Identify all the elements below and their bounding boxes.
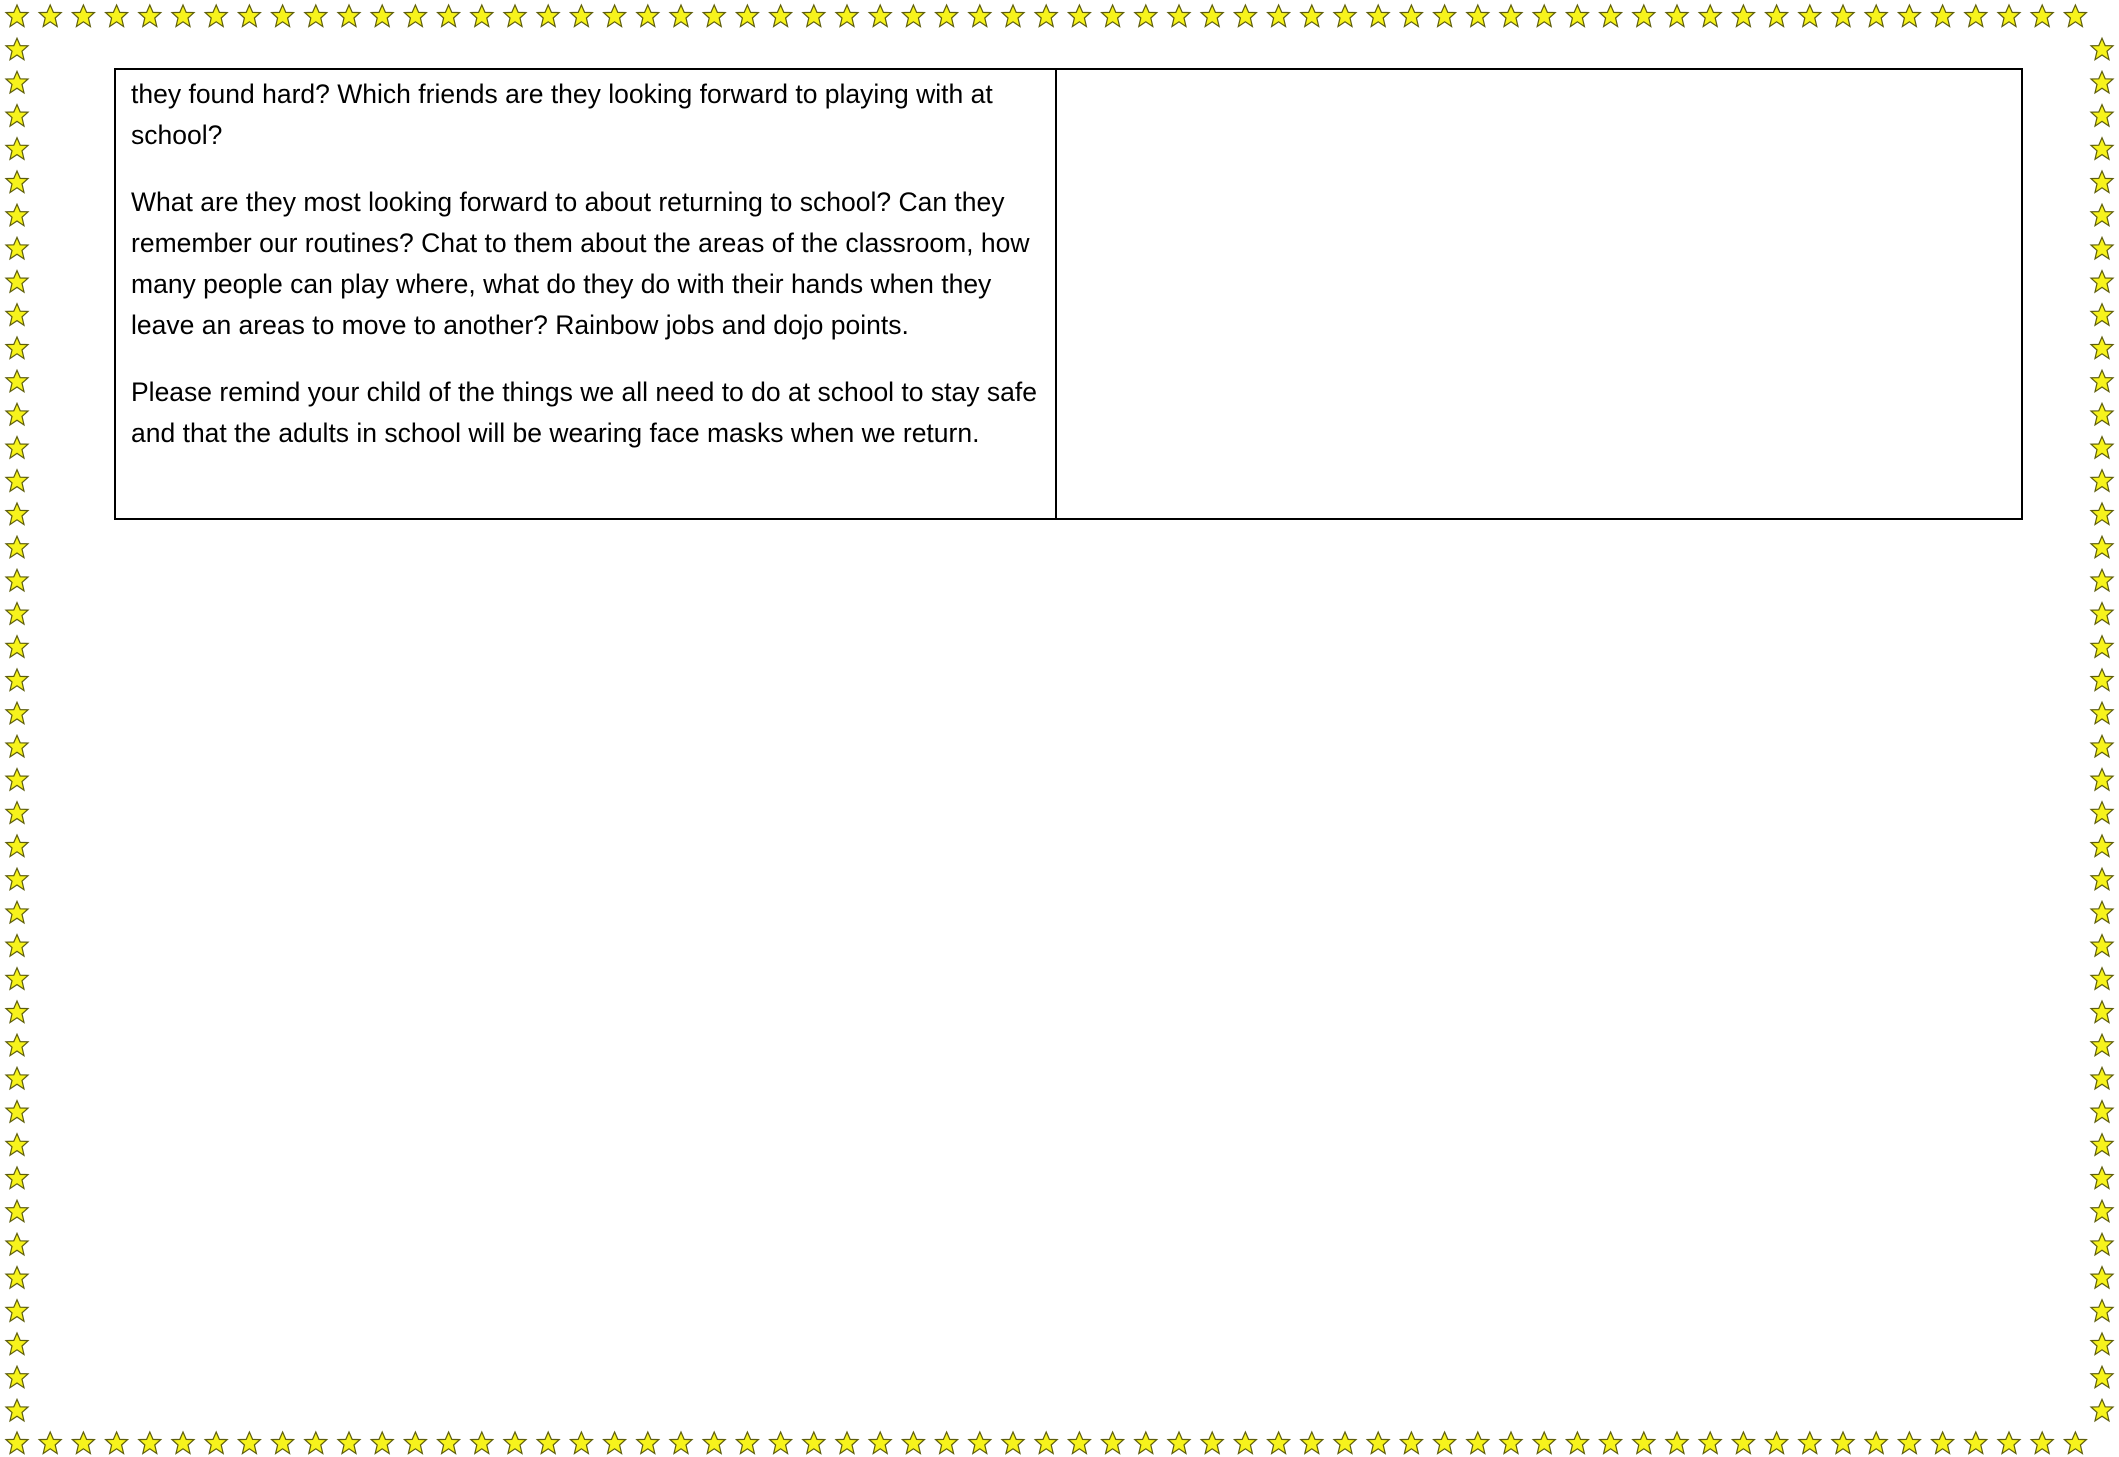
star-icon [1600, 5, 1622, 27]
star-icon [2091, 304, 2113, 326]
star-icon [72, 1432, 94, 1454]
star-icon [6, 603, 28, 625]
star-icon [770, 1432, 792, 1454]
star-icon [2064, 1432, 2086, 1454]
star-icon [1068, 1432, 1090, 1454]
star-icon [1998, 5, 2020, 27]
star-icon [670, 5, 692, 27]
star-icon [1035, 1432, 1057, 1454]
star-icon [537, 1432, 559, 1454]
star-icon [1533, 1432, 1555, 1454]
star-icon [1102, 1432, 1124, 1454]
star-icon [6, 71, 28, 93]
star-icon [1367, 5, 1389, 27]
star-icon [438, 1432, 460, 1454]
star-icon [139, 1432, 161, 1454]
star-icon [2091, 71, 2113, 93]
star-icon [6, 802, 28, 824]
star-icon [2091, 1267, 2113, 1289]
star-icon [2091, 470, 2113, 492]
star-icon [1932, 5, 1954, 27]
star-icon [2091, 1034, 2113, 1056]
star-icon [6, 968, 28, 990]
star-icon [637, 5, 659, 27]
star-icon [6, 669, 28, 691]
star-icon [1865, 5, 1887, 27]
star-icon [2091, 237, 2113, 259]
star-icon [139, 5, 161, 27]
paragraph-returning-to-school: What are they most looking forward to about returning to school? Can they remember our routines? Chat to them about the areas of the classroom, how many people can play where, what do they do with their hands when they leave an areas to move to another? Rainbow jobs and dojo points. [131, 186, 1030, 341]
star-icon [205, 1432, 227, 1454]
star-icon [172, 5, 194, 27]
star-icon [570, 5, 592, 27]
star-icon [205, 5, 227, 27]
star-icon [39, 5, 61, 27]
star-icon [2091, 603, 2113, 625]
star-icon [6, 735, 28, 757]
star-icon [6, 1001, 28, 1023]
star-icon [1135, 5, 1157, 27]
star-icon [2064, 5, 2086, 27]
star-icon [2091, 935, 2113, 957]
star-icon [2091, 1300, 2113, 1322]
star-icon [2091, 769, 2113, 791]
star-icon [1600, 1432, 1622, 1454]
star-icon [637, 1432, 659, 1454]
star-icon [1898, 1432, 1920, 1454]
star-icon [836, 5, 858, 27]
star-icon [2091, 536, 2113, 558]
table-cell-left [116, 70, 1057, 518]
star-icon [1334, 1432, 1356, 1454]
star-icon [6, 1067, 28, 1089]
star-icon [1965, 1432, 1987, 1454]
star-icon [238, 5, 260, 27]
star-icon [6, 171, 28, 193]
star-icon [6, 636, 28, 658]
star-icon [338, 5, 360, 27]
star-icon [1799, 5, 1821, 27]
star-icon [6, 503, 28, 525]
star-icon [1400, 1432, 1422, 1454]
star-icon [836, 1432, 858, 1454]
star-icon [438, 5, 460, 27]
star-icon [770, 5, 792, 27]
star-icon [106, 1432, 128, 1454]
star-icon [6, 1034, 28, 1056]
star-icon [703, 1432, 725, 1454]
star-icon [6, 835, 28, 857]
star-icon [6, 1267, 28, 1289]
star-icon [2091, 1101, 2113, 1123]
star-icon [969, 1432, 991, 1454]
star-icon [1965, 5, 1987, 27]
star-icon [238, 1432, 260, 1454]
star-icon [1035, 5, 1057, 27]
star-icon [703, 5, 725, 27]
star-icon [504, 1432, 526, 1454]
star-icon [1898, 5, 1920, 27]
star-icon [1666, 1432, 1688, 1454]
star-icon [6, 769, 28, 791]
star-icon [2091, 1067, 2113, 1089]
star-icon [404, 5, 426, 27]
star-icon [6, 569, 28, 591]
star-icon [1201, 5, 1223, 27]
star-icon [6, 1366, 28, 1388]
star-icon [6, 1399, 28, 1421]
star-icon [1400, 5, 1422, 27]
star-icon [1168, 1432, 1190, 1454]
star-icon [1666, 5, 1688, 27]
star-icon [2091, 1001, 2113, 1023]
star-icon [2091, 1233, 2113, 1255]
star-icon [471, 1432, 493, 1454]
star-icon [869, 1432, 891, 1454]
star-icon [1102, 5, 1124, 27]
star-icon [6, 38, 28, 60]
star-icon [604, 1432, 626, 1454]
star-icon [2091, 1134, 2113, 1156]
star-icon [6, 1333, 28, 1355]
star-icon [1500, 5, 1522, 27]
star-icon [6, 271, 28, 293]
star-icon [2091, 901, 2113, 923]
star-icon [969, 5, 991, 27]
star-icon [305, 1432, 327, 1454]
star-icon [1002, 1432, 1024, 1454]
star-icon [670, 1432, 692, 1454]
star-icon [1201, 1432, 1223, 1454]
star-icon [1799, 1432, 1821, 1454]
star-icon [1766, 5, 1788, 27]
star-icon [2091, 437, 2113, 459]
star-icon [6, 370, 28, 392]
star-icon [1832, 1432, 1854, 1454]
star-icon [2091, 636, 2113, 658]
star-icon [272, 1432, 294, 1454]
star-icon [1135, 1432, 1157, 1454]
paragraph-friends: they found hard? Which friends are they looking forward to playing with at school? [131, 79, 993, 151]
star-icon [2031, 1432, 2053, 1454]
star-icon [106, 5, 128, 27]
star-icon [6, 1167, 28, 1189]
star-icon [736, 5, 758, 27]
star-icon [1766, 1432, 1788, 1454]
star-icon [338, 1432, 360, 1454]
star-icon [6, 702, 28, 724]
star-icon [570, 1432, 592, 1454]
star-icon [902, 1432, 924, 1454]
star-icon [1633, 1432, 1655, 1454]
star-icon [537, 5, 559, 27]
star-icon [6, 204, 28, 226]
star-icon [6, 1432, 28, 1454]
star-icon [404, 1432, 426, 1454]
star-icon [1367, 1432, 1389, 1454]
star-icon [504, 5, 526, 27]
star-icon [2091, 1333, 2113, 1355]
star-icon [1234, 5, 1256, 27]
star-icon [1301, 1432, 1323, 1454]
star-icon [6, 237, 28, 259]
star-icon [6, 105, 28, 127]
content-table [114, 68, 2023, 520]
star-icon [2091, 702, 2113, 724]
star-icon [2091, 271, 2113, 293]
star-icon [2091, 868, 2113, 890]
star-icon [1566, 1432, 1588, 1454]
star-icon [2091, 171, 2113, 193]
star-icon [803, 1432, 825, 1454]
star-icon [1533, 5, 1555, 27]
star-icon [2091, 835, 2113, 857]
star-icon [6, 337, 28, 359]
star-icon [2091, 569, 2113, 591]
star-icon [1467, 1432, 1489, 1454]
star-icon [6, 1233, 28, 1255]
star-icon [1865, 1432, 1887, 1454]
star-icon [6, 403, 28, 425]
star-icon [2091, 802, 2113, 824]
star-icon [1932, 1432, 1954, 1454]
star-icon [1566, 5, 1588, 27]
star-icon [1633, 5, 1655, 27]
star-icon [1068, 5, 1090, 27]
star-icon [2091, 403, 2113, 425]
star-icon [6, 901, 28, 923]
star-icon [305, 5, 327, 27]
star-icon [936, 5, 958, 27]
star-icon [1234, 1432, 1256, 1454]
star-icon [1268, 1432, 1290, 1454]
star-icon [1301, 5, 1323, 27]
star-icon [1500, 1432, 1522, 1454]
star-icon [2091, 1366, 2113, 1388]
star-icon [6, 868, 28, 890]
star-icon [39, 1432, 61, 1454]
star-icon [6, 1200, 28, 1222]
star-icon [1998, 1432, 2020, 1454]
star-icon [869, 5, 891, 27]
star-icon [1002, 5, 1024, 27]
star-icon [72, 5, 94, 27]
star-icon [1434, 1432, 1456, 1454]
star-icon [6, 437, 28, 459]
star-icon [6, 935, 28, 957]
star-icon [172, 1432, 194, 1454]
star-icon [2091, 337, 2113, 359]
star-icon [2091, 669, 2113, 691]
star-icon [6, 1101, 28, 1123]
star-icon [2091, 370, 2113, 392]
star-icon [6, 5, 28, 27]
star-icon [1732, 1432, 1754, 1454]
star-icon [6, 1300, 28, 1322]
paragraph-stay-safe: Please remind your child of the things we all need to do at school to stay safe and that the adults in school will be wearing face masks when we return. [131, 376, 1037, 449]
star-icon [936, 1432, 958, 1454]
star-icon [2091, 1200, 2113, 1222]
star-icon [471, 5, 493, 27]
star-icon [371, 1432, 393, 1454]
star-icon [1699, 5, 1721, 27]
star-icon [1168, 5, 1190, 27]
star-icon [1699, 1432, 1721, 1454]
star-icon [1467, 5, 1489, 27]
star-icon [2091, 38, 2113, 60]
star-icon [803, 5, 825, 27]
star-icon [1832, 5, 1854, 27]
star-icon [2091, 138, 2113, 160]
star-icon [2031, 5, 2053, 27]
star-icon [2091, 1167, 2113, 1189]
star-icon [2091, 503, 2113, 525]
star-icon [2091, 968, 2113, 990]
star-icon [6, 1134, 28, 1156]
star-icon [2091, 204, 2113, 226]
star-icon [1334, 5, 1356, 27]
star-icon [604, 5, 626, 27]
table-cell-right [1057, 70, 2021, 518]
star-icon [2091, 735, 2113, 757]
star-icon [1434, 5, 1456, 27]
star-icon [6, 536, 28, 558]
star-icon [736, 1432, 758, 1454]
star-icon [6, 138, 28, 160]
star-icon [272, 5, 294, 27]
star-icon [6, 304, 28, 326]
star-icon [902, 5, 924, 27]
star-icon [2091, 1399, 2113, 1421]
star-icon [1268, 5, 1290, 27]
star-icon [1732, 5, 1754, 27]
star-icon [2091, 105, 2113, 127]
star-icon [371, 5, 393, 27]
star-icon [6, 470, 28, 492]
